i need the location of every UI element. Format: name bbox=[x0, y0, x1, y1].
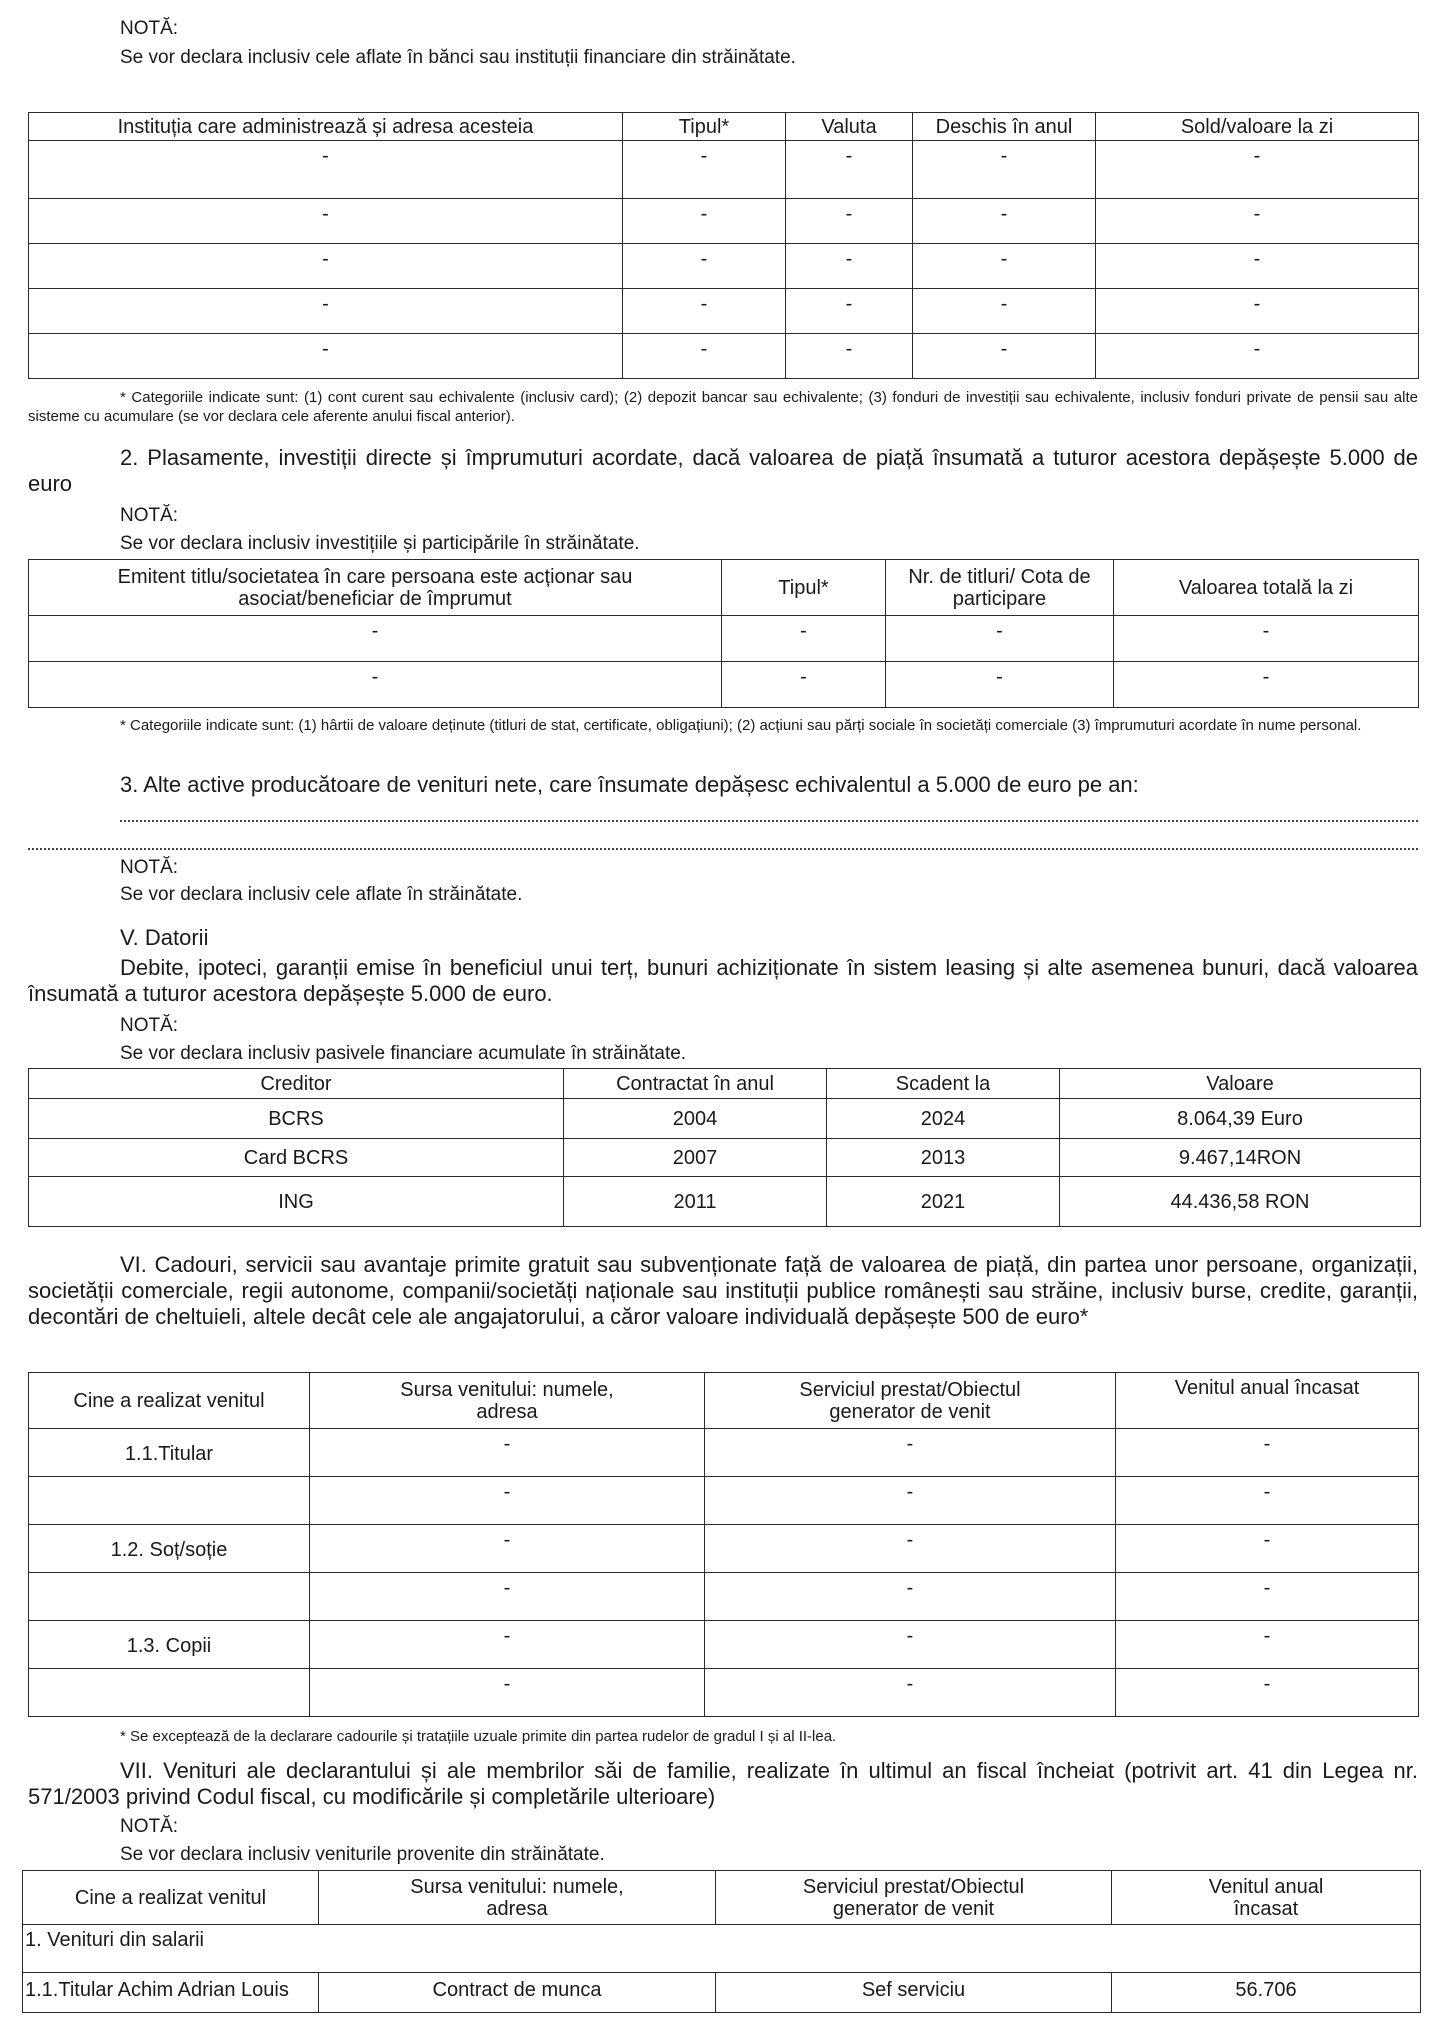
cell: - bbox=[786, 141, 913, 199]
nota-label: NOTĂ: bbox=[120, 18, 179, 39]
bank-accounts-table bbox=[28, 112, 1419, 379]
cell: 1.1.Titular Achim Adrian Louis bbox=[23, 1973, 319, 2013]
table-row bbox=[29, 244, 1419, 289]
col-header: Instituția care administrează și adresa acesteia bbox=[29, 113, 623, 141]
cell: - bbox=[913, 334, 1096, 379]
cell: - bbox=[786, 199, 913, 244]
col-header: Tipul* bbox=[722, 560, 886, 616]
cell: - bbox=[786, 244, 913, 289]
cell: - bbox=[722, 662, 886, 708]
nota-text: Se vor declara inclusiv pasivele financiare acumulate în străinătate. bbox=[120, 1043, 687, 1064]
cell: - bbox=[913, 199, 1096, 244]
group-label: 1.3. Copii bbox=[29, 1621, 310, 1669]
table-row bbox=[29, 289, 1419, 334]
table-row bbox=[29, 616, 1419, 662]
col-header: Valoare bbox=[1060, 1069, 1421, 1099]
col-header: Cine a realizat venitul bbox=[23, 1871, 319, 1925]
cell: 2007 bbox=[564, 1139, 827, 1177]
table-row bbox=[29, 199, 1419, 244]
nota-label: NOTĂ: bbox=[120, 1015, 179, 1036]
col-header: Sold/valoare la zi bbox=[1096, 113, 1419, 141]
cell: - bbox=[310, 1477, 705, 1525]
table-row bbox=[29, 1621, 1419, 1669]
cell: - bbox=[29, 141, 623, 199]
income-table bbox=[22, 1870, 1421, 2013]
cell: - bbox=[705, 1477, 1116, 1525]
table-row bbox=[29, 1139, 1421, 1177]
col-header: Deschis în anul bbox=[913, 113, 1096, 141]
section-heading: 3. Alte active producătoare de venituri nete, care însumate depășesc echivalentul a 5.000 de euro pe an: bbox=[120, 772, 1139, 797]
table-row bbox=[23, 1973, 1421, 2013]
cell: - bbox=[913, 141, 1096, 199]
col-header: Serviciul prestat/Obiectul generator de venit bbox=[705, 1373, 1116, 1429]
col-header: Valuta bbox=[786, 113, 913, 141]
gifts-table bbox=[28, 1372, 1419, 1717]
col-header: Venitul anual încasat bbox=[1116, 1373, 1419, 1429]
table-row bbox=[29, 141, 1419, 199]
col-header: Valoarea totală la zi bbox=[1114, 560, 1419, 616]
cell: - bbox=[1116, 1477, 1419, 1525]
col-header: Creditor bbox=[29, 1069, 564, 1099]
dotted-line bbox=[28, 848, 1418, 850]
cell: - bbox=[29, 662, 722, 708]
cell: - bbox=[29, 199, 623, 244]
table-row bbox=[29, 1429, 1419, 1477]
cell: - bbox=[623, 289, 786, 334]
cell: - bbox=[623, 199, 786, 244]
cell: 2024 bbox=[827, 1099, 1060, 1139]
cell: - bbox=[705, 1525, 1116, 1573]
cell: - bbox=[310, 1429, 705, 1477]
cell: - bbox=[29, 244, 623, 289]
section-text: VII. Venituri ale declarantului și ale membrilor săi de familie, realizate în ultimul an fiscal încheiat (potrivit art. 41 din Legea nr. 571/2003 privind Codul fiscal, cu modificările și completările ulterioare) bbox=[28, 1758, 1418, 1809]
cell: - bbox=[1096, 289, 1419, 334]
cell: Contract de munca bbox=[319, 1973, 716, 2013]
investments-table bbox=[28, 559, 1419, 708]
footnote: * Categoriile indicate sunt: (1) cont curent sau echivalente (inclusiv card); (2) depozit bancar sau echivalente; (3) fonduri de investiții sau echivalente, inclusiv fonduri private de pensii sau alte sisteme cu acumulare (se vor declara cele aferente anului fiscal anterior). bbox=[28, 389, 1418, 425]
table-row bbox=[29, 1177, 1421, 1227]
cell: - bbox=[705, 1669, 1116, 1717]
cell: - bbox=[705, 1573, 1116, 1621]
table-row bbox=[29, 334, 1419, 379]
col-header: Nr. de titluri/ Cota de participare bbox=[886, 560, 1114, 616]
cell: 2021 bbox=[827, 1177, 1060, 1227]
cell: - bbox=[623, 334, 786, 379]
col-header: Emitent titlu/societatea în care persoana este acționar sau asociat/beneficiar de împrumut bbox=[29, 560, 722, 616]
col-header: Cine a realizat venitul bbox=[29, 1373, 310, 1429]
table-row bbox=[29, 662, 1419, 708]
cell: - bbox=[722, 616, 886, 662]
cell: BCRS bbox=[29, 1099, 564, 1139]
cell: 2011 bbox=[564, 1177, 827, 1227]
cell: - bbox=[1116, 1621, 1419, 1669]
cell: - bbox=[886, 616, 1114, 662]
cell: - bbox=[310, 1525, 705, 1573]
cell: - bbox=[310, 1573, 705, 1621]
group-label: 1.1.Titular bbox=[29, 1429, 310, 1477]
cell: - bbox=[29, 334, 623, 379]
dotted-line bbox=[120, 820, 1418, 822]
cell: - bbox=[310, 1669, 705, 1717]
cell: - bbox=[29, 289, 623, 334]
cell: Card BCRS bbox=[29, 1139, 564, 1177]
nota-text: Se vor declara inclusiv cele aflate în bănci sau instituții financiare din străinătate. bbox=[120, 47, 796, 68]
table-row bbox=[29, 1669, 1419, 1717]
nota-text: Se vor declara inclusiv investițiile și participările în străinătate. bbox=[120, 533, 640, 554]
cell: - bbox=[705, 1429, 1116, 1477]
table-row bbox=[29, 1099, 1421, 1139]
nota-label: NOTĂ: bbox=[120, 505, 179, 526]
cell: 2013 bbox=[827, 1139, 1060, 1177]
section-text: Debite, ipoteci, garanții emise în beneficiul unui terț, bunuri achiziționate în sistem leasing și alte asemenea bunuri, dacă valoarea însumată a tuturor acestora depășește 5.000 de euro. bbox=[28, 955, 1418, 1006]
col-header: Sursa venitului: numele, adresa bbox=[310, 1373, 705, 1429]
col-header: Sursa venitului: numele, adresa bbox=[319, 1871, 716, 1925]
col-header: Serviciul prestat/Obiectul generator de venit bbox=[716, 1871, 1112, 1925]
nota-text: Se vor declara inclusiv cele aflate în străinătate. bbox=[120, 884, 523, 905]
debts-table bbox=[28, 1068, 1421, 1227]
cell: 56.706 bbox=[1112, 1973, 1421, 2013]
table-row bbox=[29, 1573, 1419, 1621]
footnote: * Categoriile indicate sunt: (1) hârtii de valoare deținute (titluri de stat, certificate, obligațiuni); (2) acțiuni sau părți sociale în societăți comerciale (3) împrumuturi acordate în nume personal. bbox=[120, 717, 1362, 734]
cell: 8.064,39 Euro bbox=[1060, 1099, 1421, 1139]
section-row bbox=[23, 1925, 1421, 1973]
cell: - bbox=[786, 289, 913, 334]
cell: - bbox=[886, 662, 1114, 708]
cell: - bbox=[786, 334, 913, 379]
nota-text: Se vor declara inclusiv veniturile provenite din străinătate. bbox=[120, 1844, 605, 1865]
cell: Sef serviciu bbox=[716, 1973, 1112, 2013]
table-row bbox=[29, 1525, 1419, 1573]
nota-label: NOTĂ: bbox=[120, 857, 179, 878]
section-row-label: 1. Venituri din salarii bbox=[23, 1925, 1421, 1973]
cell: - bbox=[1114, 616, 1419, 662]
cell: - bbox=[913, 289, 1096, 334]
section-text: VI. Cadouri, servicii sau avantaje primite gratuit sau subvenționate față de valoarea de piață, din partea unor persoane, organizații, societății comerciale, regii autonome, companii/societăți naționale sau instituții publice românești sau străine, inclusiv burse, credite, garanții, decontări de cheltuieli, altele decât cele ale angajatorului, a căror valoare individuală depășește 500 de euro* bbox=[28, 1252, 1418, 1329]
group-label: 1.2. Soț/soție bbox=[29, 1525, 310, 1573]
section-heading: 2. Plasamente, investiții directe și împrumuturi acordate, dacă valoarea de piață însumată a tuturor acestora depășește 5.000 de euro bbox=[28, 445, 1418, 496]
cell: - bbox=[1114, 662, 1419, 708]
section-title: V. Datorii bbox=[120, 925, 209, 950]
cell: - bbox=[310, 1621, 705, 1669]
cell: - bbox=[1096, 334, 1419, 379]
table-row bbox=[29, 1477, 1419, 1525]
col-header: Scadent la bbox=[827, 1069, 1060, 1099]
col-header: Venitul anual încasat bbox=[1112, 1871, 1421, 1925]
cell: - bbox=[623, 141, 786, 199]
footnote: * Se exceptează de la declarare cadourile și tratațiile uzuale primite din partea rudelor de gradul I și al II-lea. bbox=[120, 1728, 837, 1745]
nota-label: NOTĂ: bbox=[120, 1816, 179, 1837]
cell: - bbox=[1116, 1669, 1419, 1717]
cell: - bbox=[913, 244, 1096, 289]
cell: - bbox=[1096, 244, 1419, 289]
cell: - bbox=[1116, 1429, 1419, 1477]
col-header: Tipul* bbox=[623, 113, 786, 141]
cell: - bbox=[1096, 199, 1419, 244]
cell: 44.436,58 RON bbox=[1060, 1177, 1421, 1227]
cell: - bbox=[1096, 141, 1419, 199]
cell: 9.467,14RON bbox=[1060, 1139, 1421, 1177]
cell: 2004 bbox=[564, 1099, 827, 1139]
cell: - bbox=[623, 244, 786, 289]
cell: - bbox=[1116, 1573, 1419, 1621]
cell: - bbox=[1116, 1525, 1419, 1573]
cell: - bbox=[705, 1621, 1116, 1669]
cell: ING bbox=[29, 1177, 564, 1227]
col-header: Contractat în anul bbox=[564, 1069, 827, 1099]
cell: - bbox=[29, 616, 722, 662]
